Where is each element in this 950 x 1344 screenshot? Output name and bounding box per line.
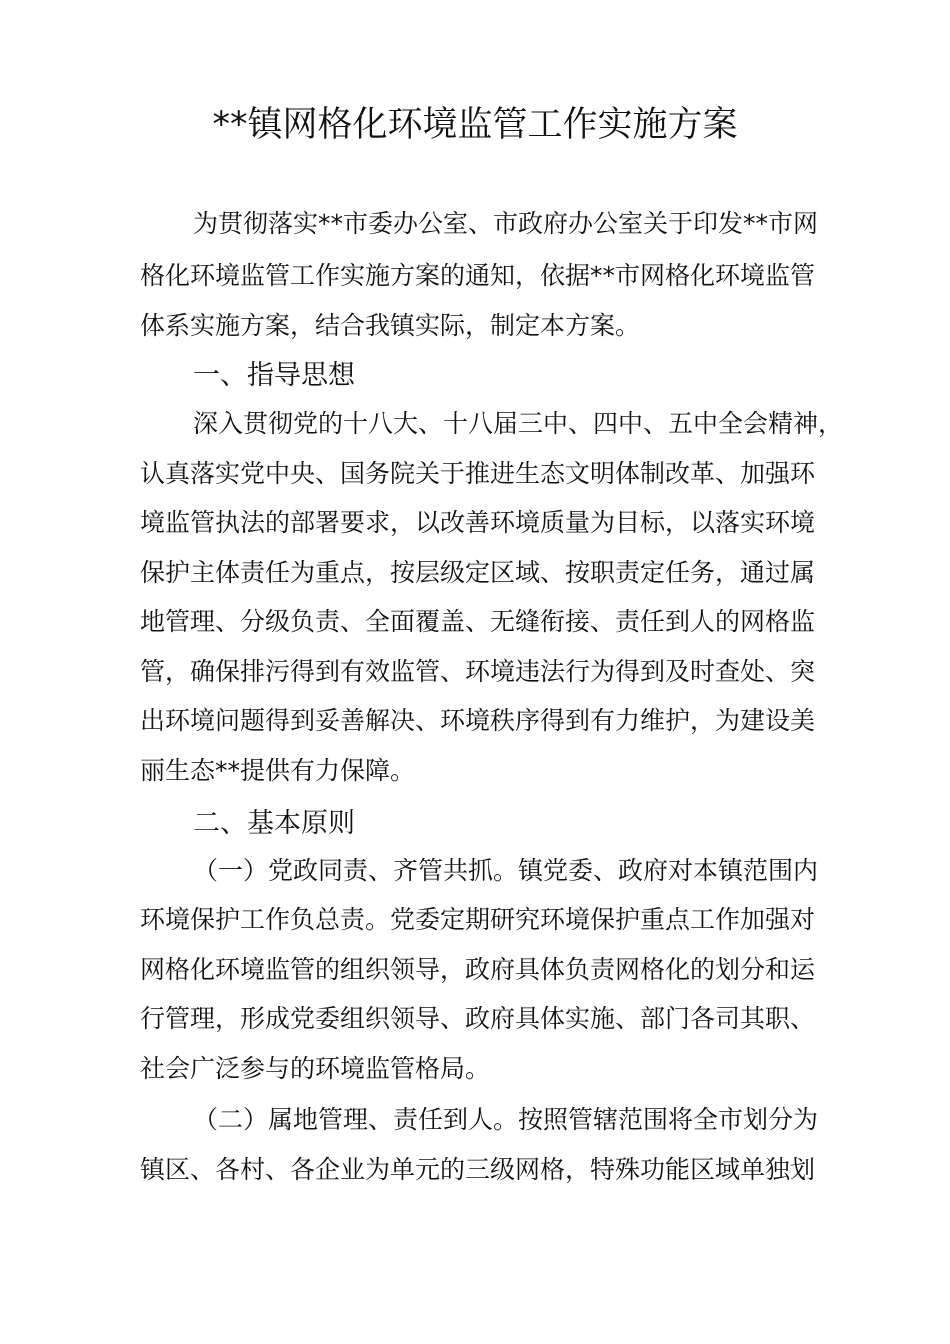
section-heading-1: 一、指导思想	[193, 360, 355, 391]
body-line: 行管理，形成党委组织领导、政府具体实施、部门各司其职、	[140, 1004, 816, 1033]
body-line: 地管理、分级负责、全面覆盖、无缝衔接、责任到人的网格监	[140, 607, 816, 636]
body-line: 认真落实党中央、国务院关于推进生态文明体制改革、加强环	[140, 459, 816, 488]
body-line: 深入贯彻党的十八大、十八届三中、四中、五中全会精神，	[193, 409, 844, 438]
body-line: 环境保护工作负总责。党委定期研究环境保护重点工作加强对	[140, 905, 816, 934]
body-line: 镇区、各村、各企业为单元的三级网格，特殊功能区域单独划	[140, 1155, 816, 1184]
body-line: 社会广泛参与的环境监管格局。	[140, 1054, 491, 1083]
body-line: （一）党政同责、齐管共抓。镇党委、政府对本镇范围内	[193, 856, 819, 885]
document-title: **镇网格化环境监管工作实施方案	[212, 105, 738, 145]
body-line: 境监管执法的部署要求，以改善环境质量为目标，以落实环境	[140, 508, 816, 537]
intro-line: 为贯彻落实**市委办公室、市政府办公室关于印发**市网	[193, 209, 819, 238]
intro-line: 体系实施方案，结合我镇实际，制定本方案。	[140, 311, 641, 340]
body-line: 管，确保排污得到有效监管、环境违法行为得到及时查处、突	[140, 657, 816, 686]
body-line: （二）属地管理、责任到人。按照管辖范围将全市划分为	[193, 1105, 819, 1134]
body-line: 网格化环境监管的组织领导，政府具体负责网格化的划分和运	[140, 955, 816, 984]
body-line: 保护主体责任为重点，按层级定区域、按职责定任务，通过属	[140, 558, 816, 587]
body-line: 丽生态**提供有力保障。	[140, 756, 416, 785]
section-heading-2: 二、基本原则	[193, 808, 355, 839]
body-line: 出环境问题得到妥善解决、环境秩序得到有力维护，为建设美	[140, 706, 816, 735]
intro-line: 格化环境监管工作实施方案的通知，依据**市网格化环境监管	[140, 261, 816, 290]
